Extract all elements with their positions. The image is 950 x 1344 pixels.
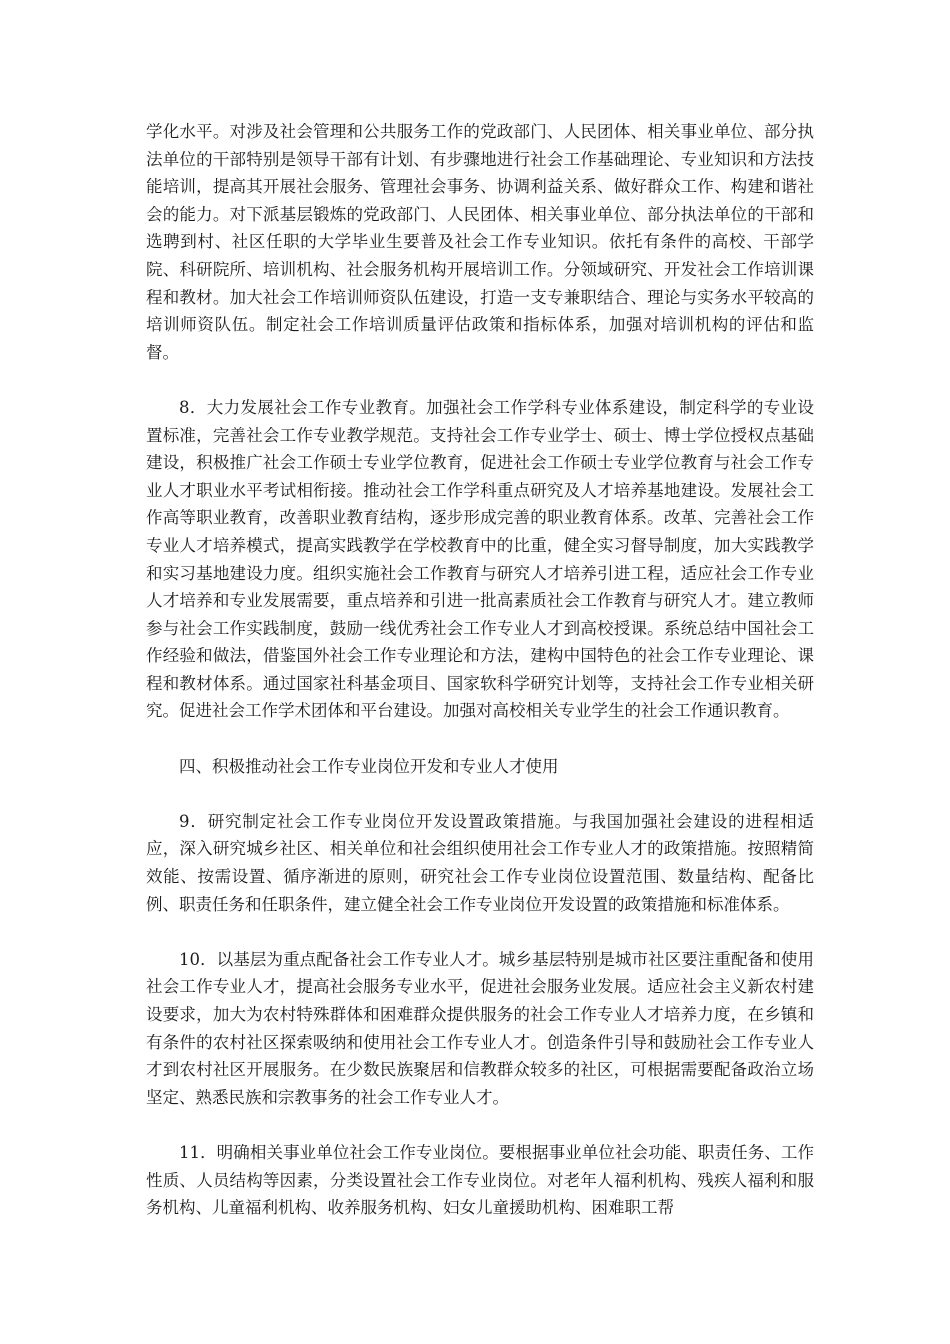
- section-heading-4: 四、积极推动社会工作专业岗位开发和专业人才使用: [179, 756, 559, 776]
- paragraph-gap: [146, 1111, 814, 1139]
- paragraph-gap: [146, 780, 814, 808]
- paragraph-item-8: 8．大力发展社会工作专业教育。加强社会工作学科专业体系建设，制定科学的专业设置标准，完善社会工作专业教学规范。支持社会工作专业学士、硕士、博士学位授权点基础建设，积极推广社会工作硕士专业学位教育，促进社会工作硕士专业学位教育与社会工作专业人才职业水平考试相衔接。推动社会工作学科重点研究及人才培养基地建设。发展社会工作高等职业教育，改善职业教育结构，逐步形成完善的职业教育体系。改革、完善社会工作专业人才培养模式，提高实践教学在学校教育中的比重，健全实习督导制度，加大实践教学和实习基地建设力度。组织实施社会工作教育与研究人才培养引进工程，适应社会工作专业人才培养和专业发展需要，重点培养和引进一批高素质社会工作教育与研究人才。建立教师参与社会工作实践制度，鼓励一线优秀社会工作专业人才到高校授课。系统总结中国社会工作经验和做法，借鉴国外社会工作专业理论和方法，建构中国特色的社会工作专业理论、课程和教材体系。通过国家社科基金项目、国家软科学研究计划等，支持社会工作专业相关研究。促进社会工作学术团体和平台建设。加强对高校相关专业学生的社会工作通识教育。: [146, 397, 814, 721]
- paragraph-gap: [146, 366, 814, 394]
- paragraph-gap: [146, 725, 814, 753]
- paragraph-item-11: 11．明确相关事业单位社会工作专业岗位。要根据事业单位社会功能、职责任务、工作性质、人员结构等因素，分类设置社会工作专业岗位。对老年人福利机构、残疾人福利和服务机构、儿童福利机构、收养服务机构、妇女儿童援助机构、困难职工帮: [146, 1142, 814, 1218]
- paragraph-item-10: 10．以基层为重点配备社会工作专业人才。城乡基层特别是城市社区要注重配备和使用社会工作专业人才，提高社会服务专业水平，促进社会服务业发展。适应社会主义新农村建设要求，加大为农村特殊群体和困难群众提供服务的社会工作专业人才培养力度，在乡镇和有条件的农村社区探索吸纳和使用社会工作专业人才。创造条件引导和鼓励社会工作专业人才到农村社区开展服务。在少数民族聚居和信教群众较多的社区，可根据需要配备政治立场坚定、熟悉民族和宗教事务的社会工作专业人才。: [146, 949, 814, 1107]
- paragraph-gap: [146, 918, 814, 946]
- paragraph-training: 学化水平。对涉及社会管理和公共服务工作的党政部门、人民团体、相关事业单位、部分执法单位的干部特别是领导干部有计划、有步骤地进行社会工作基础理论、专业知识和方法技能培训，提高其开展社会服务、管理社会事务、协调利益关系、做好群众工作、构建和谐社会的能力。对下派基层锻炼的党政部门、人民团体、相关事业单位、部分执法单位的干部和选聘到村、社区任职的大学毕业生要普及社会工作专业知识。依托有条件的高校、干部学院、科研院所、培训机构、社会服务机构开展培训工作。分领域研究、开发社会工作培训课程和教材。加大社会工作培训师资队伍建设，打造一支专兼职结合、理论与实务水平较高的培训师资队伍。制定社会工作培训质量评估政策和指标体系，加强对培训机构的评估和监督。: [146, 122, 814, 362]
- document-body: [146, 118, 814, 1222]
- paragraph-item-9: 9．研究制定社会工作专业岗位开发设置政策措施。与我国加强社会建设的进程相适应，深入研究城乡社区、相关单位和社会组织使用社会工作专业人才的政策措施。按照精简效能、按需设置、循序渐进的原则，研究社会工作专业岗位设置范围、数量结构、配备比例、职责任务和任职条件，建立健全社会工作专业岗位开发设置的政策措施和标准体系。: [146, 811, 814, 914]
